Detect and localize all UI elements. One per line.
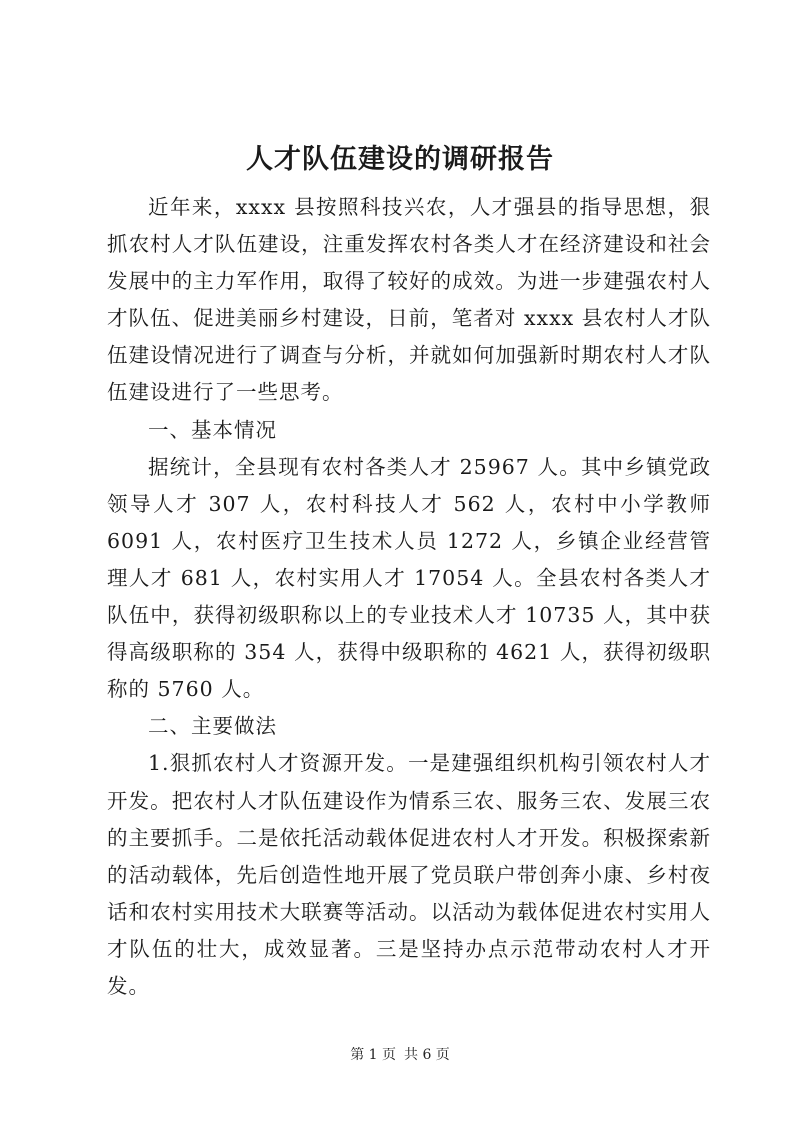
practices-paragraph: 1.狠抓农村人才资源开发。一是建强组织机构引领农村人才开发。把农村人才队伍建设作为情系三农、服务三农、发展三农的主要抓手。二是依托活动载体促进农村人才开发。积极探索新的活动载体，先后创造性地开展了党员联户带创奔小康、乡村夜话和农村实用技术大联赛等活动。以活动为载体促进农村实用人才队伍的壮大，成效显著。三是坚持办点示范带动农村人才开发。 bbox=[107, 751, 711, 998]
page-footer bbox=[0, 1045, 800, 1065]
section-heading-main-practices: 二、主要做法 bbox=[148, 714, 277, 739]
intro-paragraph: 近年来，xxxx 县按照科技兴农，人才强县的指导思想，狠抓农村人才队伍建设，注重发挥农村各类人才在经济建设和社会发展中的主力军作用，取得了较好的成效。为进一步建强农村人才队伍、促进美丽乡村建设，日前，笔者对 xxxx 县农村人才队伍建设情况进行了调查与分析，并就如何加强新时期农村人才队伍建设进行了一些思考。 bbox=[107, 195, 711, 405]
page-total: 共 6 页 bbox=[404, 1047, 450, 1063]
document-title: 人才队伍建设的调研报告 bbox=[246, 144, 554, 175]
statistics-paragraph: 据统计，全县现有农村各类人才 25967 人。其中乡镇党政领导人才 307 人，农村科技人才 562 人，农村中小学教师 6091 人，农村医疗卫生技术人员 1272 人，乡镇企业经营管理人才 681 人，农村实用人才 17054 人。全县农村各类人才队伍中，获得初级职称以上的专业技术人才 10735 人，其中获得高级职称的 354 人，获得中级职称的 4621 人，获得初级职称的 5760 人。 bbox=[107, 454, 711, 702]
section-heading-basic-situation: 一、基本情况 bbox=[148, 417, 277, 442]
page-number: 第 1 页 bbox=[350, 1047, 396, 1063]
document-body bbox=[107, 189, 711, 1005]
